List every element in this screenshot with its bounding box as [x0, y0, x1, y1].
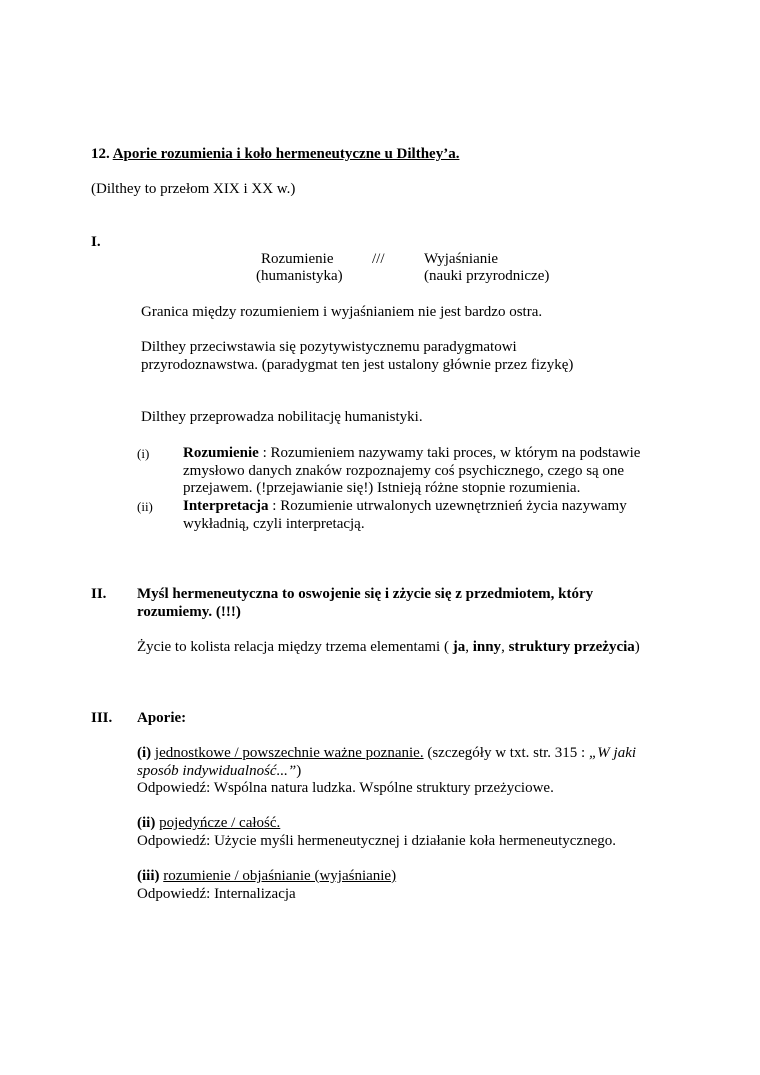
title-number: 12.: [91, 146, 110, 162]
comma-2: ,: [501, 639, 509, 655]
paragraph-nobilitation: Dilthey przeprowadza nobilitację humanistyki.: [141, 409, 423, 425]
life-relation-text: Życie to kolista relacja między trzema elementami (: [137, 639, 453, 655]
aporia-1-close: ): [296, 763, 302, 779]
aporia-3-topic: rozumienie / objaśnianie (wyjaśnianie): [163, 868, 397, 884]
item-ii-marker: (ii): [137, 499, 153, 514]
aporia-1-answer: Odpowiedź: Wspólna natura ludzka. Wspólne struktury przeżyciowe.: [137, 780, 554, 796]
document-title: [91, 145, 459, 163]
aporia-1-marker: (i): [137, 745, 152, 761]
item-i-definition-start: : Rozumieniem nazywamy taki proces, w którym na podstawie: [258, 445, 641, 461]
section-3-numeral: III.: [91, 710, 113, 726]
item-ii-definition-start: : Rozumienie utrwalonych uzewnętrznień życia nazywamy: [268, 498, 627, 514]
life-relation-sentence: [137, 638, 640, 656]
column-2-subheading: (nauki przyrodnicze): [424, 268, 550, 284]
section-3-heading: Aporie:: [137, 710, 187, 726]
column-1-heading: Rozumienie: [261, 251, 334, 267]
column-separator: ///: [372, 251, 385, 267]
aporia-2-topic: pojedyńcze / całość.: [159, 815, 281, 831]
item-i-line-1: [183, 444, 640, 462]
aporia-3-answer: Odpowiedź: Internalizacja: [137, 886, 296, 902]
aporia-1-topic: jednostkowe / powszechnie ważne poznanie.: [154, 745, 424, 761]
closing-paren: ): [634, 639, 640, 655]
element-struktury: struktury przeżycia: [508, 639, 635, 655]
aporia-1-line-2: [137, 762, 301, 780]
section-2-numeral: II.: [91, 586, 107, 602]
aporia-3-line-1: [137, 867, 396, 885]
item-i-marker: (i): [137, 446, 150, 461]
title-text: Aporie rozumienia i koło hermeneutyczne u Dilthey’a.: [112, 146, 460, 162]
element-inny: inny: [472, 639, 502, 655]
item-ii-line-2: wykładnią, czyli interpretacją.: [183, 516, 365, 532]
item-i-line-2: zmysłowo danych znaków rozpoznajemy coś psychicznego, czego są one: [183, 463, 625, 479]
aporia-2-marker: (ii): [137, 815, 156, 831]
column-2-heading: Wyjaśnianie: [424, 251, 499, 267]
comma-1: ,: [465, 639, 473, 655]
item-ii-term: Interpretacja: [183, 498, 269, 514]
aporia-1-quote-end: sposób indywidualność...”: [137, 763, 297, 779]
item-i-line-3: przejawem. (!przejawianie się!) Istnieją różne stopnie rozumienia.: [183, 480, 581, 496]
section-2-heading-line-1: Myśl hermeneutyczna to oswojenie się i zżycie się z przedmiotem, który: [137, 586, 594, 602]
subtitle: (Dilthey to przełom XIX i XX w.): [91, 181, 296, 197]
section-1-numeral: I.: [91, 234, 101, 250]
aporia-2-answer: Odpowiedź: Użycie myśli hermeneutycznej i działanie koła hermeneutycznego.: [137, 833, 616, 849]
column-1-subheading: (humanistyka): [256, 268, 343, 284]
item-ii-line-1: [183, 497, 627, 515]
item-i-term: Rozumienie: [183, 445, 259, 461]
aporia-1-quote-start: „W jaki: [588, 745, 637, 761]
paragraph-boundary: Granica między rozumieniem i wyjaśnianiem nie jest bardzo ostra.: [141, 304, 543, 320]
element-ja: ja: [452, 639, 466, 655]
aporia-3-marker: (iii): [137, 868, 160, 884]
aporia-2-line-1: [137, 814, 280, 832]
aporia-1-detail: (szczegóły w txt. str. 315 :: [423, 745, 589, 761]
section-2-heading-line-2: rozumiemy. (!!!): [137, 604, 241, 620]
aporia-1-line-1: [137, 744, 636, 762]
paragraph-positivism-line-2: przyrodoznawstwa. (paradygmat ten jest ustalony głównie przez fizykę): [141, 357, 574, 373]
paragraph-positivism-line-1: Dilthey przeciwstawia się pozytywistycznemu paradygmatowi: [141, 339, 517, 355]
